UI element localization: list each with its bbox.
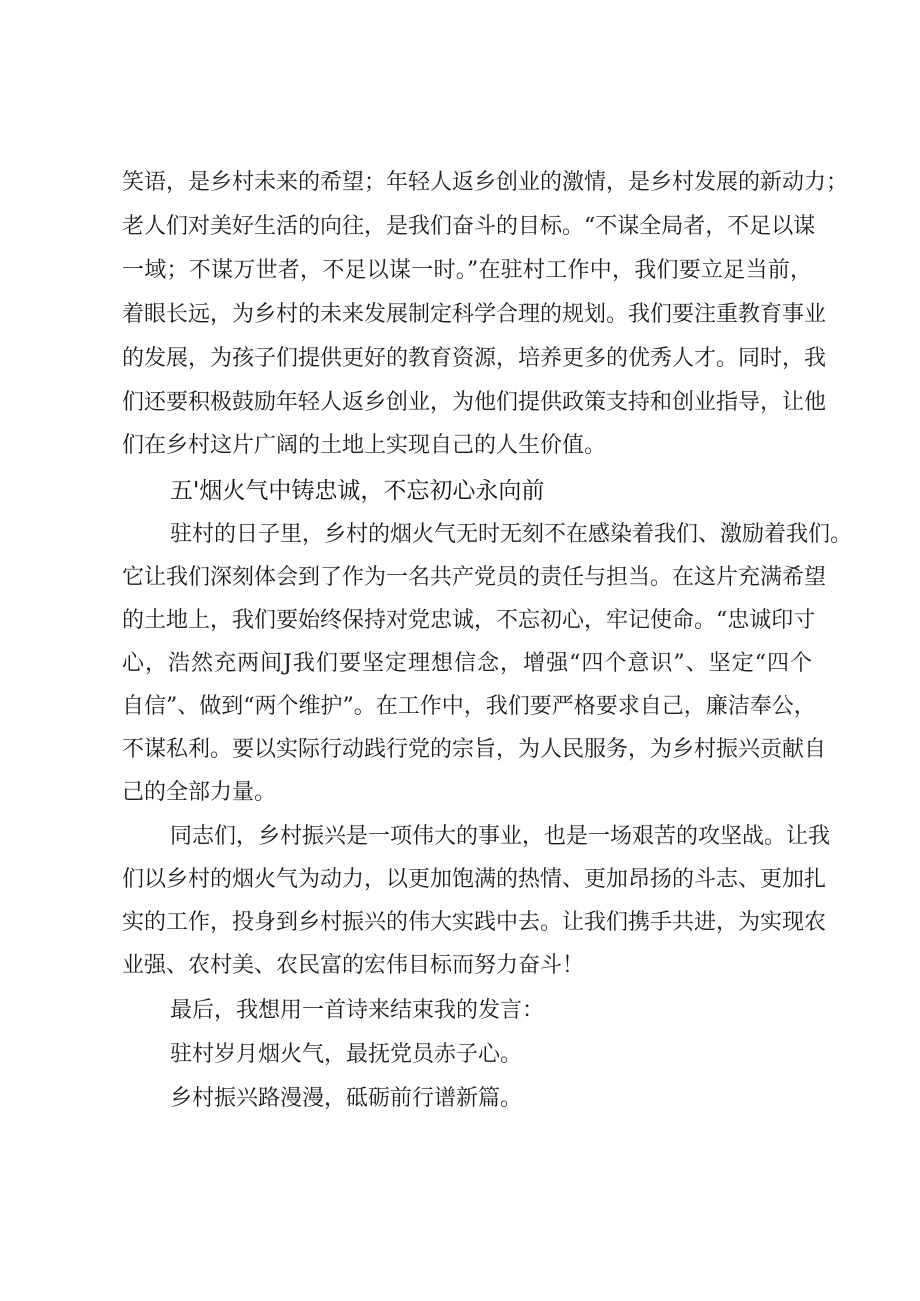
paragraph-1-line-6: 们还要积极鼓励年轻人返乡创业，为他们提供政策支持和创业指导，让他 [122, 390, 827, 415]
paragraph-1-line-7: 们在乡村这片广阔的土地上实现自己的人生价值。 [122, 433, 607, 458]
section-heading: 五'烟火气中铸忠诚，不忘初心永向前 [170, 478, 545, 504]
poem-line-1: 驻村岁月烟火气，最抚党员赤子心。 [170, 1042, 523, 1067]
paragraph-1-line-5: 的发展，为孩子们提供更好的教育资源，培养更多的优秀人才。同时，我 [122, 346, 827, 371]
paragraph-2-line-4: 心，浩然充两间J我们要坚定理想信念，增强“四个意识”、坚定“四个 [122, 651, 812, 676]
paragraph-2-line-5: 自信”、做到“两个维护”。在工作中，我们要严格要求自己，廉洁奉公， [122, 694, 816, 719]
paragraph-2-line-2: 它让我们深刻体会到了作为一名共产党员的责任与担当。在这片充满希望 [122, 565, 827, 590]
paragraph-2-line-6: 不谋私利。要以实际行动践行党的宗旨，为人民服务，为乡村振兴贡献自 [122, 737, 827, 762]
paragraph-3-line-3: 实的工作，投身到乡村振兴的伟大实践中去。让我们携手共进，为实现农 [122, 910, 827, 935]
closing-line: 最后，我想用一首诗来结束我的发言： [170, 998, 545, 1023]
paragraph-1-line-1: 笑语，是乡村未来的希望；年轻人返乡创业的激情，是乡村发展的新动力； [122, 170, 849, 195]
paragraph-1-line-3: 一域；不谋万世者，不足以谋一时。”在驻村工作中，我们要立足当前， [122, 258, 812, 283]
paragraph-3-line-4: 业强、农村美、农民富的宏伟目标而努力奋斗！ [122, 953, 585, 978]
paragraph-2-line-3: 的土地上，我们要始终保持对党忠诚，不忘初心，牢记使命。“忠诚印寸 [122, 608, 816, 633]
paragraph-3-line-2: 们以乡村的烟火气为动力，以更加饱满的热情、更加昂扬的斗志、更加扎 [122, 867, 827, 892]
poem-line-2: 乡村振兴路漫漫，砥砺前行谱新篇。 [170, 1086, 523, 1111]
paragraph-3-line-1: 同志们，乡村振兴是一项伟大的事业，也是一场艰苦的攻坚战。让我 [170, 824, 831, 849]
paragraph-2-line-1: 驻村的日子里，乡村的烟火气无时无刻不在感染着我们、激励着我们。 [170, 522, 853, 547]
paragraph-1-line-2: 老人们对美好生活的向往，是我们奋斗的目标。“不谋全局者，不足以谋 [122, 214, 816, 239]
paragraph-1-line-4: 着眼长远，为乡村的未来发展制定科学合理的规划。我们要注重教育事业 [122, 302, 827, 327]
paragraph-2-line-7: 己的全部力量。 [122, 780, 277, 805]
